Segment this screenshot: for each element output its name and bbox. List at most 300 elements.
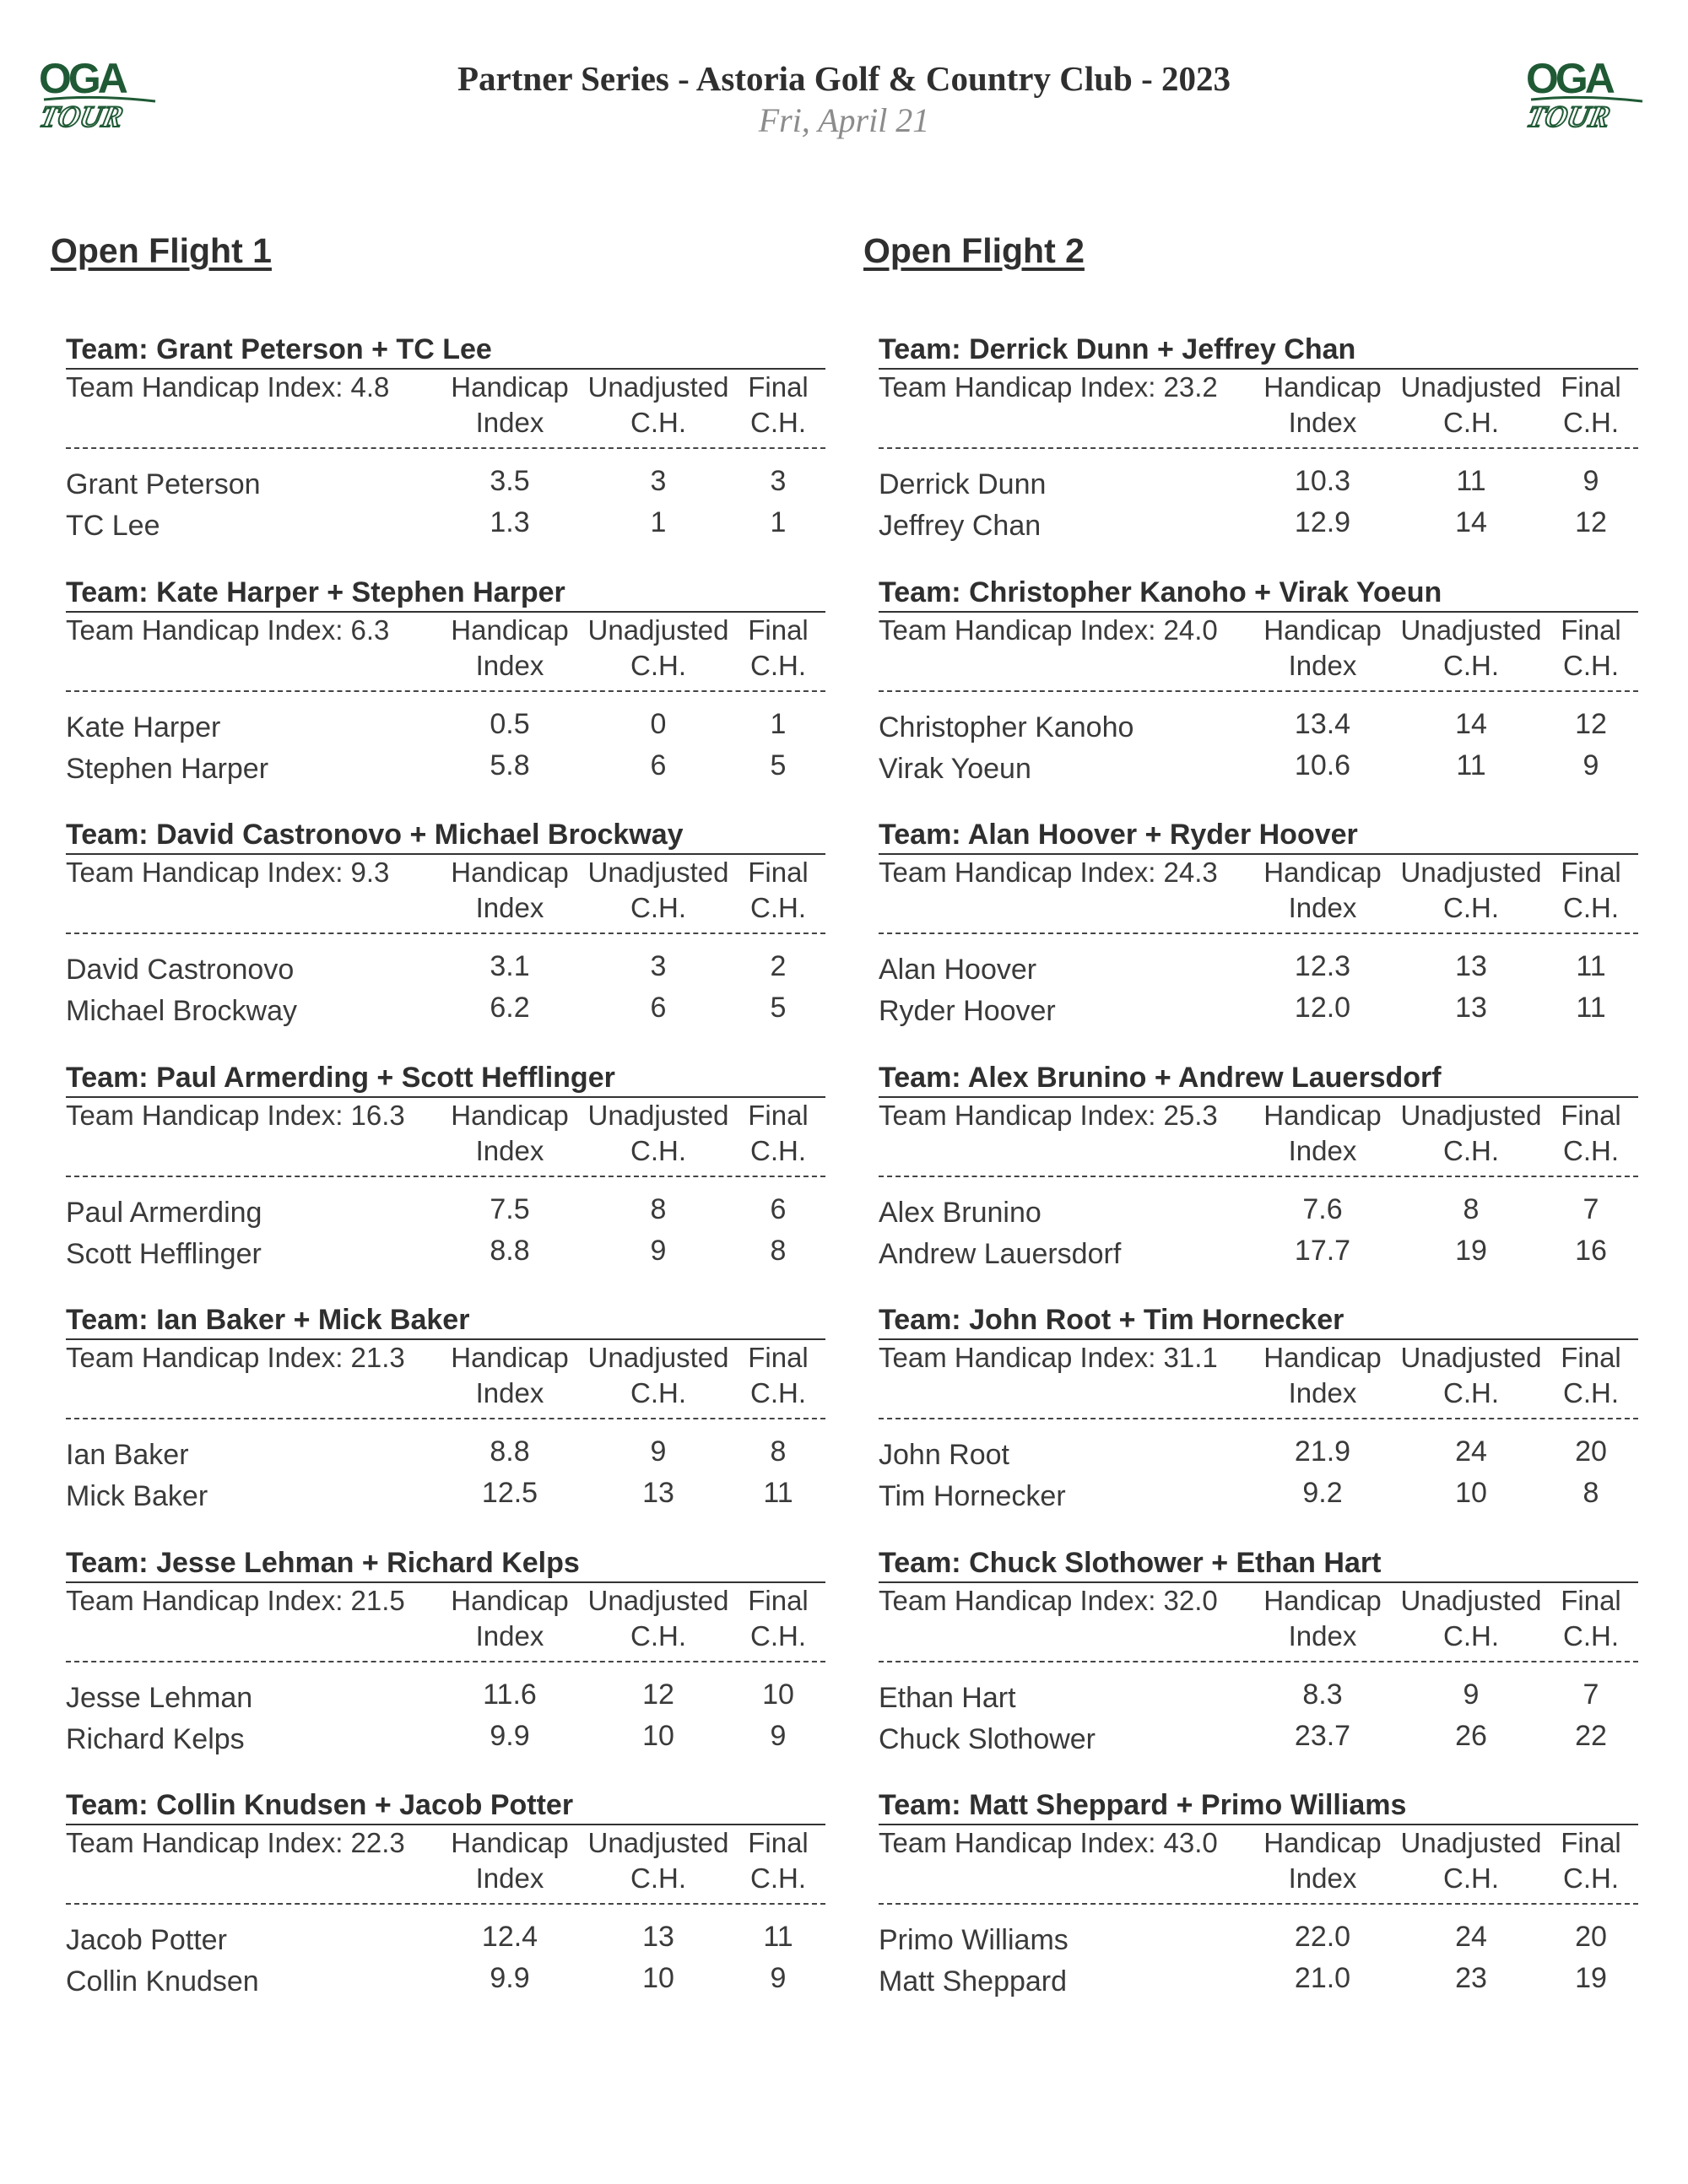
column-header-line: Index [1288, 407, 1357, 438]
player-row [49, 1716, 834, 1756]
handicap-index-value: 22.0 [1294, 1921, 1351, 1953]
player-row [49, 987, 834, 1028]
column-header-line: Handicap [1263, 1099, 1382, 1131]
column-header-line: C.H. [1443, 1377, 1499, 1408]
column-header-line: Handicap [451, 1584, 569, 1616]
player-row [862, 1916, 1647, 1957]
column-header-handicap-index [434, 1583, 586, 1654]
column-header-handicap-index [434, 613, 586, 684]
player-name: Andrew Lauersdorf [879, 1237, 1122, 1270]
column-header-line: Index [475, 407, 544, 438]
player-name: Virak Yoeun [879, 752, 1031, 785]
team-block [862, 1546, 1647, 1789]
column-header-line: C.H. [1563, 1862, 1619, 1894]
column-header-line: Index [1288, 1862, 1357, 1894]
team-name: Team: Jesse Lehman + Richard Kelps [66, 1546, 580, 1579]
team-handicap-index: Team Handicap Index: 32.0 [879, 1584, 1218, 1616]
handicap-index-value: 12.0 [1294, 992, 1351, 1024]
unadjusted-ch-value: 6 [650, 992, 667, 1024]
column-header-line: Unadjusted [1400, 1342, 1542, 1373]
unadjusted-ch-value: 11 [1456, 465, 1486, 497]
team-block [49, 1788, 834, 2031]
column-header-line: Index [1288, 649, 1357, 681]
column-header-line: Index [475, 1862, 544, 1894]
team-name: Team: Chuck Slothower + Ethan Hart [879, 1546, 1382, 1579]
column-header-line: Final [748, 1342, 809, 1373]
column-header-line: Index [1288, 1134, 1357, 1166]
team-name: Team: Matt Sheppard + Primo Williams [879, 1789, 1407, 1821]
unadjusted-ch-value: 0 [650, 707, 667, 740]
column-header-final [729, 613, 827, 684]
player-name: Mick Baker [66, 1480, 208, 1512]
handicap-index-value: 12.5 [481, 1477, 538, 1509]
final-ch-value: 7 [1582, 1678, 1599, 1711]
column-header-line: C.H. [630, 407, 686, 438]
column-header-line: Handicap [1263, 1827, 1382, 1858]
player-name: Christopher Kanoho [879, 711, 1134, 743]
unadjusted-ch-value: 6 [650, 749, 667, 781]
unadjusted-ch-value: 9 [650, 1234, 667, 1267]
column-header-line: Index [475, 1619, 544, 1652]
column-header-handicap-index [434, 1098, 586, 1169]
unadjusted-ch-value: 1 [650, 506, 667, 538]
column-header-line: Handicap [451, 857, 569, 888]
column-header-line: C.H. [1443, 407, 1499, 438]
column-header-unadjusted [579, 1340, 738, 1411]
player-row [49, 1431, 834, 1472]
svg-text:OGA: OGA [1526, 55, 1612, 102]
column-header-final [729, 855, 827, 926]
column-header-final [1542, 1583, 1640, 1654]
unadjusted-ch-value: 14 [1455, 707, 1487, 740]
column-header-line: Unadjusted [587, 614, 729, 646]
column-header-line: Unadjusted [587, 1584, 729, 1616]
player-row [862, 1230, 1647, 1271]
player-name: Jeffrey Chan [879, 510, 1041, 542]
column-header-final [1542, 1098, 1640, 1169]
player-row [49, 1473, 834, 1513]
player-row [49, 502, 834, 543]
player-row [862, 946, 1647, 987]
column-header-handicap-index [434, 1340, 586, 1411]
player-row [862, 1674, 1647, 1715]
final-ch-value: 11 [1576, 992, 1606, 1024]
header-titles [253, 57, 1435, 142]
flight-column [862, 230, 1647, 2031]
column-header-unadjusted [579, 1825, 738, 1896]
dashed-divider [66, 690, 825, 692]
column-header-final [1542, 1825, 1640, 1896]
team-block [49, 576, 834, 819]
unadjusted-ch-value: 9 [1463, 1678, 1480, 1711]
column-header-line: Index [475, 892, 544, 923]
team-handicap-index: Team Handicap Index: 16.3 [66, 1099, 405, 1131]
team-handicap-index: Team Handicap Index: 23.2 [879, 371, 1218, 403]
column-header-line: Handicap [451, 1099, 569, 1131]
team-handicap-index: Team Handicap Index: 24.0 [879, 614, 1218, 646]
column-header-handicap-index [434, 370, 586, 441]
dashed-divider [879, 1176, 1638, 1177]
team-block [862, 818, 1647, 1061]
team-block [862, 576, 1647, 819]
team-list [49, 332, 834, 2031]
player-row [862, 704, 1647, 744]
team-block [862, 1061, 1647, 1304]
column-header-line: Index [1288, 892, 1357, 923]
column-header-line: Handicap [1263, 614, 1382, 646]
oga-tour-logo-right [1524, 52, 1647, 137]
final-ch-value: 16 [1575, 1234, 1607, 1267]
column-header-handicap-index [1247, 855, 1399, 926]
page-header [0, 0, 1688, 169]
handicap-index-value: 8.3 [1302, 1678, 1343, 1711]
handicap-index-value: 7.5 [490, 1192, 530, 1225]
team-name: Team: Christopher Kanoho + Virak Yoeun [879, 576, 1442, 608]
player-name: Michael Brockway [66, 995, 297, 1027]
column-header-handicap-index [1247, 370, 1399, 441]
column-header-unadjusted [579, 1583, 738, 1654]
handicap-index-value: 10.3 [1294, 465, 1351, 497]
final-ch-value: 3 [770, 465, 787, 497]
handicap-index-value: 8.8 [490, 1234, 530, 1267]
column-header-unadjusted [1392, 855, 1550, 926]
column-header-line: Final [1561, 1099, 1621, 1131]
handicap-index-value: 12.9 [1294, 506, 1351, 538]
column-header-line: Unadjusted [1400, 1827, 1542, 1858]
final-ch-value: 20 [1575, 1921, 1607, 1953]
player-name: John Root [879, 1439, 1009, 1471]
unadjusted-ch-value: 13 [642, 1921, 674, 1953]
final-ch-value: 7 [1582, 1192, 1599, 1225]
team-handicap-index: Team Handicap Index: 22.3 [66, 1827, 405, 1858]
handicap-index-value: 17.7 [1294, 1234, 1351, 1267]
page-title: Partner Series - Astoria Golf & Country Club - 2023 [457, 59, 1231, 98]
unadjusted-ch-value: 13 [642, 1477, 674, 1509]
column-header-line: Handicap [451, 1342, 569, 1373]
team-handicap-index: Team Handicap Index: 25.3 [879, 1099, 1218, 1131]
column-header-line: C.H. [1563, 1619, 1619, 1652]
player-name: Alex Brunino [879, 1196, 1041, 1229]
team-handicap-index: Team Handicap Index: 6.3 [66, 614, 390, 646]
team-block [862, 1303, 1647, 1546]
team-list [862, 332, 1647, 2031]
handicap-index-value: 1.3 [490, 506, 530, 538]
column-header-line: C.H. [750, 1377, 806, 1408]
column-header-final [1542, 1340, 1640, 1411]
column-header-line: C.H. [1443, 892, 1499, 923]
player-name: Ian Baker [66, 1439, 189, 1471]
column-header-final [729, 1340, 827, 1411]
team-handicap-index: Team Handicap Index: 21.5 [66, 1584, 405, 1616]
column-header-line: Index [475, 649, 544, 681]
column-header-line: Handicap [451, 371, 569, 403]
column-header-line: C.H. [630, 1619, 686, 1652]
column-header-line: C.H. [1443, 649, 1499, 681]
column-header-unadjusted [1392, 1098, 1550, 1169]
handicap-index-value: 10.6 [1294, 749, 1351, 781]
final-ch-value: 22 [1575, 1719, 1607, 1752]
team-name: Team: Kate Harper + Stephen Harper [66, 576, 565, 608]
final-ch-value: 19 [1575, 1962, 1607, 1994]
player-row [49, 1189, 834, 1230]
final-ch-value: 1 [770, 506, 787, 538]
unadjusted-ch-value: 24 [1455, 1921, 1487, 1953]
column-header-line: C.H. [1443, 1619, 1499, 1652]
team-name: Team: Paul Armerding + Scott Hefflinger [66, 1061, 615, 1094]
player-name: Derrick Dunn [879, 468, 1047, 500]
column-header-line: C.H. [750, 407, 806, 438]
player-row [862, 1716, 1647, 1756]
unadjusted-ch-value: 3 [650, 950, 667, 982]
column-header-line: Final [748, 1099, 809, 1131]
column-header-unadjusted [1392, 613, 1550, 684]
column-header-line: Handicap [451, 614, 569, 646]
player-name: Ethan Hart [879, 1681, 1016, 1714]
team-name: Team: Ian Baker + Mick Baker [66, 1304, 470, 1336]
final-ch-value: 9 [1582, 749, 1599, 781]
player-row [49, 745, 834, 786]
unadjusted-ch-value: 13 [1455, 992, 1487, 1024]
final-ch-value: 12 [1575, 707, 1607, 740]
column-header-unadjusted [1392, 1825, 1550, 1896]
flight-title: Open Flight 1 [51, 231, 272, 270]
player-name: Primo Williams [879, 1924, 1069, 1956]
team-handicap-index: Team Handicap Index: 21.3 [66, 1342, 405, 1373]
final-ch-value: 8 [770, 1435, 787, 1468]
final-ch-value: 8 [1582, 1477, 1599, 1509]
column-header-handicap-index [1247, 1583, 1399, 1654]
handicap-index-value: 8.8 [490, 1435, 530, 1468]
column-header-line: Final [748, 857, 809, 888]
column-header-line: C.H. [750, 1619, 806, 1652]
player-name: Alan Hoover [879, 954, 1037, 986]
column-header-line: Final [1561, 857, 1621, 888]
unadjusted-ch-value: 8 [1463, 1192, 1480, 1225]
team-block [49, 332, 834, 576]
column-header-final [1542, 370, 1640, 441]
page-subtitle-date: Fri, April 21 [758, 101, 930, 139]
player-row [49, 704, 834, 744]
flight-column [49, 230, 834, 2031]
unadjusted-ch-value: 23 [1455, 1962, 1487, 1994]
column-header-final [1542, 855, 1640, 926]
column-header-line: Final [748, 371, 809, 403]
column-header-handicap-index [434, 855, 586, 926]
column-header-final [729, 1825, 827, 1896]
player-row [49, 1674, 834, 1715]
dashed-divider [66, 933, 825, 934]
handicap-index-value: 5.8 [490, 749, 530, 781]
column-header-line: C.H. [630, 892, 686, 923]
unadjusted-ch-value: 13 [1455, 950, 1487, 982]
column-header-handicap-index [434, 1825, 586, 1896]
column-header-line: Handicap [1263, 1342, 1382, 1373]
column-header-line: Unadjusted [1400, 614, 1542, 646]
column-header-line: C.H. [750, 1862, 806, 1894]
column-header-line: Unadjusted [587, 857, 729, 888]
player-row [862, 461, 1647, 501]
column-header-line: C.H. [750, 649, 806, 681]
column-header-line: Index [475, 1134, 544, 1166]
final-ch-value: 9 [1582, 465, 1599, 497]
column-header-line: Handicap [1263, 371, 1382, 403]
team-handicap-index: Team Handicap Index: 4.8 [66, 371, 390, 403]
player-name: Kate Harper [66, 711, 221, 743]
column-header-unadjusted [1392, 1583, 1550, 1654]
final-ch-value: 8 [770, 1234, 787, 1267]
player-name: TC Lee [66, 510, 160, 542]
dashed-divider [66, 1661, 825, 1662]
handicap-index-value: 9.2 [1302, 1477, 1343, 1509]
unadjusted-ch-value: 10 [642, 1962, 674, 1994]
dashed-divider [66, 1418, 825, 1419]
handicap-index-value: 13.4 [1294, 707, 1351, 740]
column-header-line: C.H. [1563, 1377, 1619, 1408]
handicap-index-value: 23.7 [1294, 1719, 1351, 1752]
column-header-line: Final [1561, 1827, 1621, 1858]
column-header-line: Index [1288, 1619, 1357, 1652]
column-header-final [729, 1098, 827, 1169]
dashed-divider [879, 447, 1638, 449]
player-name: Grant Peterson [66, 468, 261, 500]
team-block [49, 818, 834, 1061]
player-row [49, 946, 834, 987]
svg-text:TOUR: TOUR [1524, 100, 1614, 133]
unadjusted-ch-value: 8 [650, 1192, 667, 1225]
final-ch-value: 9 [770, 1962, 787, 1994]
column-header-handicap-index [1247, 613, 1399, 684]
player-row [49, 1230, 834, 1271]
column-header-line: Final [748, 614, 809, 646]
player-name: Paul Armerding [66, 1196, 262, 1229]
column-header-line: C.H. [1443, 1862, 1499, 1894]
handicap-index-value: 21.9 [1294, 1435, 1351, 1468]
column-header-line: Handicap [1263, 1584, 1382, 1616]
player-name: Jacob Potter [66, 1924, 227, 1956]
column-header-line: Unadjusted [587, 1099, 729, 1131]
dashed-divider [879, 690, 1638, 692]
team-handicap-index: Team Handicap Index: 31.1 [879, 1342, 1218, 1373]
handicap-index-value: 11.6 [483, 1678, 537, 1711]
player-row [49, 1916, 834, 1957]
column-header-unadjusted [579, 855, 738, 926]
unadjusted-ch-value: 10 [642, 1719, 674, 1752]
column-header-final [729, 370, 827, 441]
column-header-line: Final [748, 1584, 809, 1616]
team-block [49, 1061, 834, 1304]
player-row [862, 1431, 1647, 1472]
handicap-index-value: 12.4 [481, 1921, 538, 1953]
unadjusted-ch-value: 12 [642, 1678, 674, 1711]
column-header-line: C.H. [630, 1134, 686, 1166]
team-name: Team: Grant Peterson + TC Lee [66, 333, 492, 365]
handicap-index-value: 7.6 [1302, 1192, 1343, 1225]
team-block [49, 1546, 834, 1789]
column-header-line: Unadjusted [587, 371, 729, 403]
column-header-line: Unadjusted [587, 1827, 729, 1858]
column-header-final [1542, 613, 1640, 684]
team-name: Team: David Castronovo + Michael Brockway [66, 819, 684, 851]
final-ch-value: 5 [770, 749, 787, 781]
column-header-line: Unadjusted [1400, 1099, 1542, 1131]
final-ch-value: 12 [1575, 506, 1607, 538]
team-block [49, 1303, 834, 1546]
player-name: David Castronovo [66, 954, 295, 986]
dashed-divider [879, 1903, 1638, 1905]
column-header-unadjusted [579, 1098, 738, 1169]
player-row [49, 461, 834, 501]
dashed-divider [66, 1176, 825, 1177]
handicap-index-value: 21.0 [1294, 1962, 1351, 1994]
player-name: Matt Sheppard [879, 1965, 1068, 1997]
dashed-divider [879, 1661, 1638, 1662]
team-name: Team: John Root + Tim Hornecker [879, 1304, 1344, 1336]
player-name: Stephen Harper [66, 752, 269, 785]
unadjusted-ch-value: 3 [650, 465, 667, 497]
final-ch-value: 20 [1575, 1435, 1607, 1468]
column-header-line: Unadjusted [1400, 857, 1542, 888]
player-name: Tim Hornecker [879, 1480, 1066, 1512]
player-name: Collin Knudsen [66, 1965, 259, 1997]
player-row [49, 1958, 834, 1998]
oga-tour-logo [37, 52, 160, 137]
final-ch-value: 11 [763, 1477, 793, 1509]
unadjusted-ch-value: 10 [1455, 1477, 1487, 1509]
column-header-line: Handicap [1263, 857, 1382, 888]
column-header-line: Index [475, 1377, 544, 1408]
column-header-handicap-index [1247, 1098, 1399, 1169]
team-block [862, 1788, 1647, 2031]
svg-text:OGA: OGA [39, 55, 125, 102]
unadjusted-ch-value: 9 [650, 1435, 667, 1468]
team-block [862, 332, 1647, 576]
column-header-line: Unadjusted [1400, 1584, 1542, 1616]
final-ch-value: 6 [770, 1192, 787, 1225]
column-header-unadjusted [1392, 370, 1550, 441]
column-header-line: Index [1288, 1377, 1357, 1408]
team-name: Team: Alex Brunino + Andrew Lauersdorf [879, 1061, 1442, 1094]
final-ch-value: 2 [770, 950, 787, 982]
column-header-line: C.H. [1563, 407, 1619, 438]
team-name: Team: Alan Hoover + Ryder Hoover [879, 819, 1358, 851]
handicap-index-value: 9.9 [490, 1719, 530, 1752]
dashed-divider [879, 933, 1638, 934]
final-ch-value: 5 [770, 992, 787, 1024]
team-handicap-index: Team Handicap Index: 24.3 [879, 857, 1218, 888]
column-header-line: Handicap [451, 1827, 569, 1858]
final-ch-value: 9 [770, 1719, 787, 1752]
unadjusted-ch-value: 24 [1455, 1435, 1487, 1468]
team-name: Team: Collin Knudsen + Jacob Potter [66, 1789, 574, 1821]
player-row [862, 745, 1647, 786]
unadjusted-ch-value: 19 [1455, 1234, 1487, 1267]
column-header-final [729, 1583, 827, 1654]
column-header-line: Unadjusted [1400, 371, 1542, 403]
column-header-line: C.H. [750, 1134, 806, 1166]
column-header-unadjusted [1392, 1340, 1550, 1411]
player-row [862, 502, 1647, 543]
column-header-line: C.H. [1443, 1134, 1499, 1166]
column-header-line: C.H. [1563, 892, 1619, 923]
column-header-line: C.H. [630, 1377, 686, 1408]
column-header-line: C.H. [1563, 649, 1619, 681]
column-header-line: C.H. [750, 892, 806, 923]
column-header-line: Final [1561, 1584, 1621, 1616]
unadjusted-ch-value: 14 [1455, 506, 1487, 538]
handicap-index-value: 12.3 [1294, 950, 1351, 982]
handicap-index-value: 3.1 [490, 950, 530, 982]
player-row [862, 1473, 1647, 1513]
